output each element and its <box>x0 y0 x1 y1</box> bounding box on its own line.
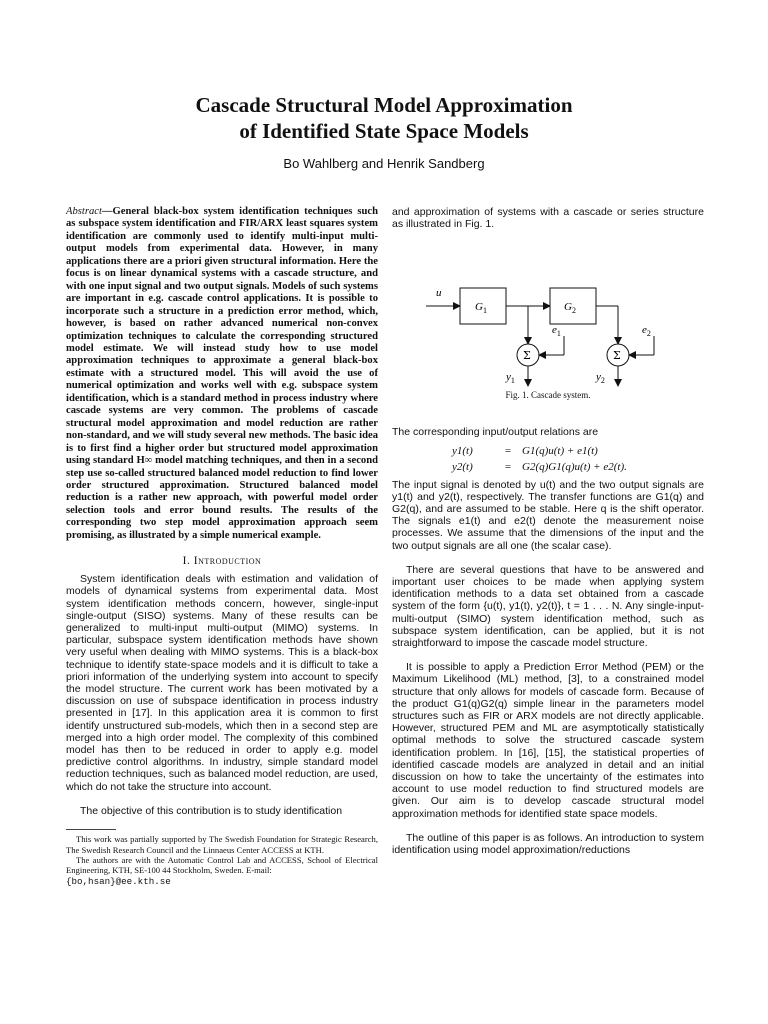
label-y2: $y_2$ <box>596 371 605 386</box>
title-line-1: Cascade Structural Model Approximation <box>195 93 573 117</box>
equation-1 <box>452 443 704 459</box>
label-e1: $e_1$ <box>552 324 561 339</box>
label-g1: $G_1$ <box>475 301 487 316</box>
authors: Bo Wahlberg and Henrik Sandberg <box>283 156 485 171</box>
cascade-diagram <box>392 240 704 390</box>
label-g2: $G_2$ <box>564 301 576 316</box>
paragraph-questions: There are several questions that have to be answered and important user choices to be made when applying system identification methods to a data set obtained from a cascade system of the form {u(t), y1(t), y2(t)}, t = 1 . . . N. Any single-input-multi-output (SIMO) system identification method, such as subspace system identification, can be applied, but it is not straightforward to impose the cascade model structure. <box>392 563 704 650</box>
abstract <box>66 206 378 542</box>
label-e2: $e_2$ <box>642 324 651 339</box>
left-column <box>66 206 378 887</box>
right-body <box>392 426 704 438</box>
footnote-affiliation: The authors are with the Automatic Control Lab and ACCESS, School of Electrical Engineering, KTH, SE-100 44 Stockholm, Sweden. E-mail: <box>66 854 378 876</box>
footnote-email-line <box>66 876 378 887</box>
intro-paragraph-1: System identification deals with estimation and validation of models of dynamical systems from experimental data. Most system identification methods concern, however, single-input single-output (SISO) systems. Many of these results can be generalized to multi-input multi-output (MIMO) systems. In particular, subspace system identification methods have shown very useful when dealing with MIMO systems. This is a black-box technique to identify state-space models and it is difficult to take a priori information of the underlying system into account to specify the model structure. The current work has been motivated by a discussion on use of subspace identification in process industry presented in [17]. In this application area it is common to first identify unstructured sub-models, which then in a second step are merged into a high order model. The complexity of this combined model has then to be reduced in order to apply e.g. model predictive control algorithms. In industry, simple standard model reduction techniques, such as balanced model reduction, are used, which do not take the structure into account. <box>66 573 378 793</box>
abstract-text: General black-box system identification techniques such as subspace system identification and FIR/ARX least squares system identification are commonly used to identify multi-input multi-output models from experimental data. However, in many applications there are a priori given structural information. Here the focus is on linear dynamical systems with a cascade structure, and with one input signal and two output signals. Models of such systems are important in e.g. cascade control applications. It is possible to incorporate such a structure in a prediction error method, which, however, is based on rather advanced numerical non-convex optimization techniques to calculate the corresponding structured model estimate. We will instead study how to use model approximation techniques to approximate a general black-box estimate with a structured model. This will avoid the use of numerical optimization and works well with e.g. subspace system identification, which is a standard method in process industry where cascade systems are very common. The problems of cascade structural model approximation and model reduction are rather non-standard, and we will study several new methods. The basic idea is to first find a higher order but structured model approximation using standard H∞ model matching techniques, and then in a second step use so-called structured balanced model reduction to find lower order structured approximation. Structured balanced model reduction is a rather new approach, with powerful model order selection tools and error bound results. The results of the corresponding two step model approximation approach seem promising, as illustrated by a simple numerical example. <box>66 206 378 541</box>
eq1-lhs: y1(t) <box>452 444 473 457</box>
paragraph-pem: It is possible to apply a Prediction Error Method (PEM) or the Maximum Likelihood (ML) method, [3], to a constrained model structure that only allows for models of cascade form. Because of the product G1(q)G2(q) simple linear in the parameters model structures such as FIR or ARX models are not directly applicable. However, structured PEM and ML are asymptotically statistically optimal methods to solve the structured cascade system identification problem. In [16], [15], the statistical properties of identified cascade models are analyzed in detail and an initial discussion on how to take the uncertainty of the estimates into account to use model reduction to find structured models are given. Our aim is to develop cascade structural model approximation methods for identified state space models. <box>392 661 704 820</box>
paragraph-signals: The input signal is denoted by u(t) and the two output signals are y1(t) and y2(t), respectively. The transfer functions are G1(q) and G2(q), and are assumed to be stable. Here q is the shift operator. The signals e1(t) and e2(t) denote the measurement noise processes. We assume that the dimensions of the input and the two output signals are all one (the scalar case). <box>392 478 704 552</box>
footnote-email: {bo,hsan}@ee.kth.se <box>66 875 171 887</box>
footnote-rule <box>66 829 116 830</box>
cascade-figure <box>392 240 704 390</box>
paragraph-outline: The outline of this paper is as follows. An introduction to system identification using model approximation/reductions <box>392 831 704 857</box>
equations <box>452 443 704 475</box>
relations-intro: The corresponding input/output relations are <box>392 426 599 439</box>
eq2-lhs: y2(t) <box>452 460 473 473</box>
label-y1: $y_1$ <box>506 371 515 386</box>
eq1-rhs: G1(q)u(t) + e1(t) <box>522 444 598 457</box>
introduction-body <box>66 573 378 817</box>
abstract-dash: — <box>101 206 113 217</box>
continued-paragraph: and approximation of systems with a cascade or series structure as illustrated in Fig. 1. <box>392 206 704 231</box>
footnote-funding: This work was partially supported by The Swedish Foundation for Strategic Research, The Swedish Research Council and the Linnaeus Center ACCESS at KTH. <box>66 834 378 855</box>
label-u: u <box>436 287 442 300</box>
right-body-start <box>392 206 704 230</box>
section-heading-introduction: I. Introduction <box>182 555 262 568</box>
right-column <box>392 206 704 856</box>
title-line-2: of Identified State Space Models <box>239 119 529 143</box>
abstract-label: Abstract <box>66 206 102 217</box>
sum-symbol-1: Σ <box>523 349 531 363</box>
figure-caption: Fig. 1. Cascade system. <box>505 390 591 401</box>
eq2-rhs: G2(q)G1(q)u(t) + e2(t). <box>522 460 627 473</box>
footnote <box>66 834 378 887</box>
right-body-2 <box>392 479 704 857</box>
eq1-sign: = <box>504 444 512 457</box>
sum-symbol-2: Σ <box>613 349 621 363</box>
eq2-sign: = <box>504 460 512 473</box>
intro-paragraph-2: The objective of this contribution is to study identification <box>80 804 343 817</box>
paper-title <box>0 92 768 144</box>
equation-2 <box>452 459 704 475</box>
